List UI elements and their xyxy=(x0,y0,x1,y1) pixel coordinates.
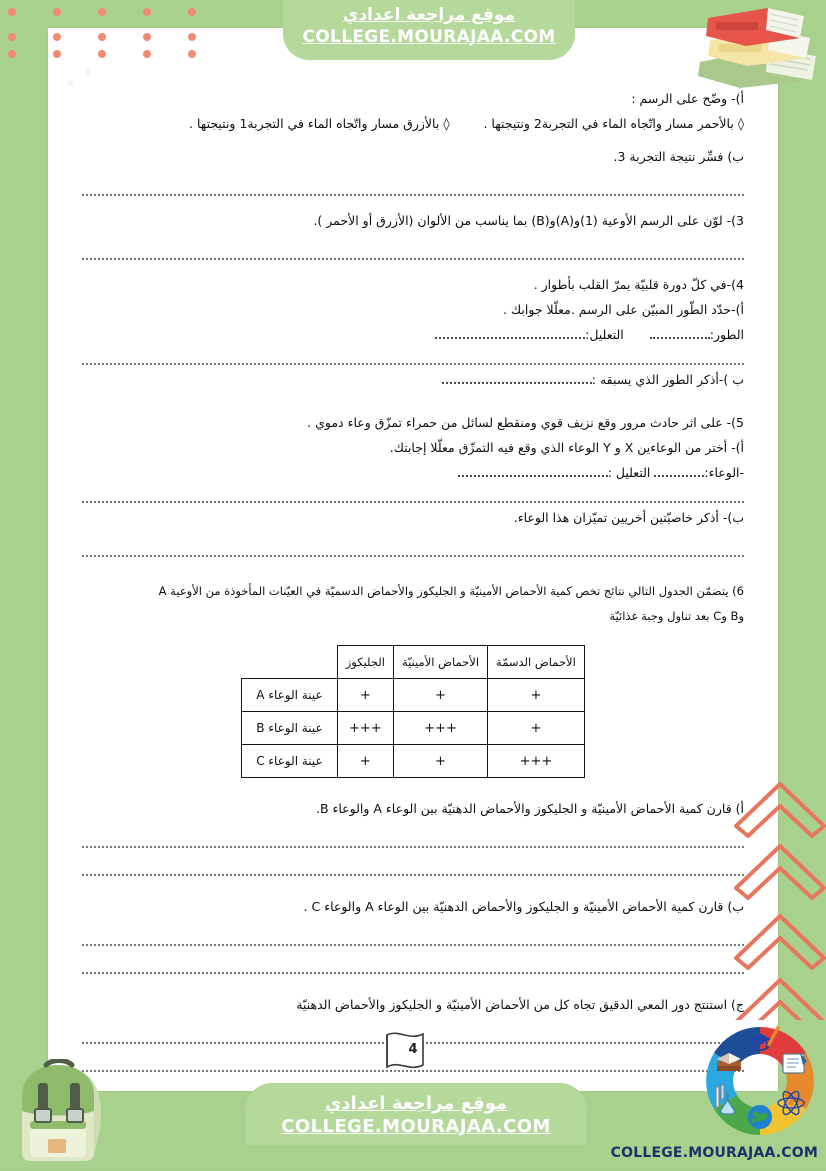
q5-fill-row xyxy=(82,460,744,485)
q3-text: 3)- لوّن على الرسم الأوعية (1)و(A)و(B) بما يناسب من الألوان (الأزرق أو الأحمر ). xyxy=(313,213,744,228)
q4-phase-label: الطور: xyxy=(709,327,744,342)
answer-line[interactable] xyxy=(82,349,744,365)
top-site-banner xyxy=(283,0,575,60)
cell-amino: +++ xyxy=(393,712,487,745)
cell-row-label: عينة الوعاء A xyxy=(242,679,338,712)
scan-artifact xyxy=(68,80,73,85)
corner-site-url[interactable]: COLLEGE.MOURAJAA.COM xyxy=(610,1145,818,1161)
table-header-row xyxy=(242,646,585,679)
answer-line[interactable] xyxy=(82,860,744,876)
q4-intro: 4)-في كلّ دورة قلبيّة يمرّ القلب بأطوار . xyxy=(533,277,744,292)
q5-part-b: ب)- أذكر خاصيّتين أخريين تميّزان هذا الوعاء. xyxy=(513,510,744,525)
results-table-wrapper xyxy=(82,645,744,778)
scan-artifact xyxy=(86,68,90,76)
cell-glucose: + xyxy=(337,679,393,712)
answer-line[interactable] xyxy=(82,487,744,503)
q5-vessel-blank[interactable] xyxy=(654,475,704,477)
chevron-up-icon xyxy=(734,770,826,1020)
cell-amino: + xyxy=(393,745,487,778)
th-amino-acids: الأحماض الأمينيّة xyxy=(393,646,487,679)
answer-line[interactable] xyxy=(82,930,744,946)
q6-part-a: أ) قارن كمية الأحماض الأمينيّة و الجليكوز والأحماض الدهنيّة بين الوعاء A والوعاء B. xyxy=(315,801,744,816)
cell-glucose: + xyxy=(337,745,393,778)
document-sheet xyxy=(48,28,778,1091)
q4-part-b xyxy=(82,367,744,392)
education-wheel-icon xyxy=(696,1021,824,1139)
cell-row-label: عينة الوعاء C xyxy=(242,745,338,778)
dot-grid-decoration xyxy=(0,0,216,62)
q1-part-b-label: ب) فسِّر نتيجة التجربة 3. xyxy=(613,149,744,164)
bottom-site-banner xyxy=(246,1083,586,1145)
backpack-illustration xyxy=(8,1059,118,1167)
th-corner xyxy=(242,646,338,679)
cell-glucose: +++ xyxy=(337,712,393,745)
answer-line[interactable] xyxy=(82,541,744,557)
cell-fatty: + xyxy=(488,679,585,712)
books-stack-icon xyxy=(692,0,824,88)
top-banner-url[interactable]: COLLEGE.MOURAJAA.COM xyxy=(302,27,556,47)
table-row xyxy=(242,679,585,712)
books-illustration xyxy=(692,0,824,88)
q4-reason-blank[interactable] xyxy=(435,337,585,339)
answer-line[interactable] xyxy=(82,244,744,260)
cell-row-label: عينة الوعاء B xyxy=(242,712,338,745)
q1-detail-red: ◊ بالأزرق مسار واتّجاه الماء في التجربة1 ونتيجتها . xyxy=(189,116,450,131)
q4-part-b-text: ب )-أذكر الطور الذي يسبقه : xyxy=(591,372,744,387)
q4-reason-label: التعليل: xyxy=(585,327,624,342)
bottom-banner-arabic-title: موقع مراجعة اعدادي xyxy=(324,1093,508,1114)
results-table xyxy=(241,645,585,778)
exam-content xyxy=(82,62,744,1072)
q4-part-a: أ)-حدّد الطّور المبيّن على الرسم .معلّلا جوابك . xyxy=(502,302,744,317)
q5-vessel-label: -الوعاء: xyxy=(704,465,744,480)
q5-part-a: أ)- أختر من الوعاءين X و Y الوعاء الذي وقع فيه التمزّق معلّلا إجابتك. xyxy=(389,440,744,455)
page-number-flag xyxy=(379,1029,447,1073)
chevron-decoration xyxy=(734,770,826,1020)
q6-part-c: ج) استنتج دور المعي الدقيق تجاه كل من الأحماض الأمينيّة و الجليكوز والأحماض الدهنيّة xyxy=(296,997,744,1012)
q5-reason-label: التعليل : xyxy=(607,465,651,480)
q1-detail-blue: ◊ بالأحمر مسار واتّجاه الماء في التجربة2 ونتيجتها . xyxy=(483,116,744,131)
q4-fill-row xyxy=(82,322,744,347)
q1-part-a-label: أ)- وضّح على الرسم : xyxy=(631,91,744,106)
q5-intro: 5)- على اثر حادث مرور وقع نزيف قوي ومنقطع لسائل من حمراء تمزّق وعاء دموي . xyxy=(307,415,744,430)
q6-intro-line1: 6) يتضمّن الجدول التالي نتائج تخص كمية الأحماض الأمينيّة و الجليكوز والأحماض الدسميّة في العيّنات المأخوذة من الأوعية A xyxy=(158,584,744,598)
top-banner-arabic-title: موقع مراجعة اعدادي xyxy=(342,5,516,25)
q4-part-b-blank[interactable] xyxy=(442,382,592,384)
q4-phase-blank[interactable] xyxy=(650,337,710,339)
cell-amino: + xyxy=(393,679,487,712)
th-fatty-acids: الأحماض الدسمّة xyxy=(488,646,585,679)
q5-reason-blank[interactable] xyxy=(458,475,608,477)
th-glucose: الجليكوز xyxy=(337,646,393,679)
table-row xyxy=(242,745,585,778)
table-row xyxy=(242,712,585,745)
q1-part-a-details xyxy=(82,111,744,136)
q6-part-b: ب) قارن كمية الأحماض الأمينيّة و الجليكوز والأحماض الدهنيّة بين الوعاء A والوعاء C . xyxy=(303,899,744,914)
answer-line[interactable] xyxy=(82,180,744,196)
education-wheel-illustration xyxy=(696,1021,824,1139)
cell-fatty: +++ xyxy=(488,745,585,778)
answer-line[interactable] xyxy=(82,958,744,974)
bottom-banner-url[interactable]: COLLEGE.MOURAJAA.COM xyxy=(281,1116,551,1137)
backpack-icon xyxy=(8,1059,118,1167)
answer-line[interactable] xyxy=(82,832,744,848)
page-number: 4 xyxy=(408,1042,418,1057)
q6-intro-line2: وB وC بعد تناول وجبة غذائيّة xyxy=(609,609,744,623)
cell-fatty: + xyxy=(488,712,585,745)
